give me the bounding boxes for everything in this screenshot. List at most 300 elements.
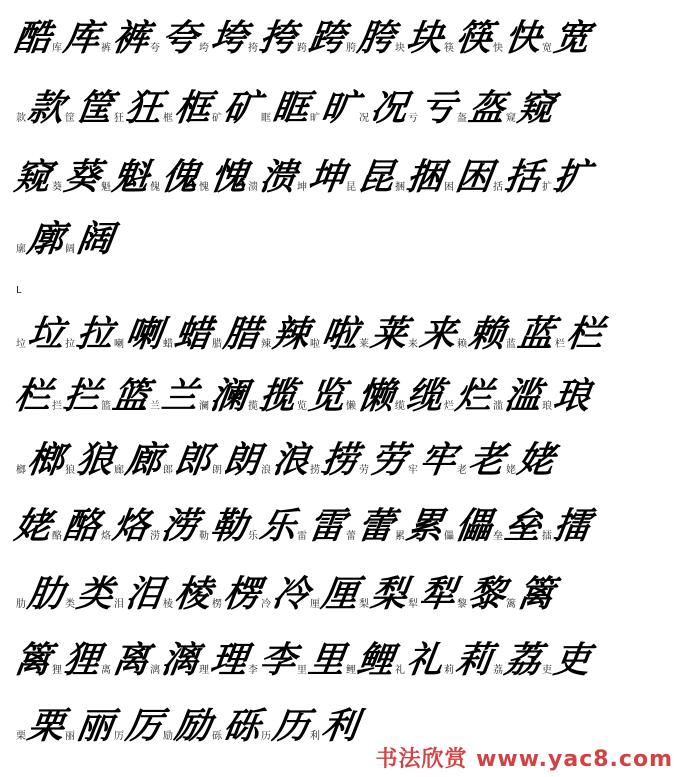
printed-character-label: 利 bbox=[310, 731, 320, 742]
calligraphy-glyph: 拦 bbox=[61, 375, 103, 417]
character-pair bbox=[395, 374, 444, 418]
calligraphy-glyph: 琅 bbox=[551, 375, 593, 417]
character-pair bbox=[506, 572, 555, 616]
character-pair bbox=[65, 86, 114, 130]
printed-character-label: 辣 bbox=[261, 339, 271, 350]
character-pair bbox=[555, 312, 604, 356]
character-pair bbox=[542, 155, 591, 199]
character-pair bbox=[101, 155, 150, 199]
printed-character-label: 魁 bbox=[101, 182, 111, 193]
character-pair bbox=[395, 155, 444, 199]
printed-character-label: 蕾 bbox=[346, 531, 356, 542]
printed-character-label: 荔 bbox=[493, 665, 503, 676]
calligraphy-glyph: 澜 bbox=[208, 375, 250, 417]
character-pair bbox=[297, 155, 346, 199]
character-pair bbox=[310, 704, 359, 748]
character-pair bbox=[114, 572, 163, 616]
character-pair bbox=[542, 638, 591, 682]
calligraphy-glyph: 愧 bbox=[208, 156, 250, 198]
character-pair bbox=[248, 16, 297, 60]
character-pair bbox=[395, 638, 444, 682]
printed-character-label: 棱 bbox=[163, 599, 173, 610]
printed-character-label: 款 bbox=[16, 113, 26, 124]
calligraphy-glyph: 烂 bbox=[453, 375, 495, 417]
character-pair bbox=[261, 572, 310, 616]
character-pair bbox=[493, 155, 542, 199]
printed-character-label: 酪 bbox=[52, 531, 62, 542]
character-pair bbox=[457, 86, 506, 130]
printed-character-label: 榔 bbox=[16, 465, 26, 476]
character-pair bbox=[16, 86, 65, 130]
printed-character-label: 鲤 bbox=[346, 665, 356, 676]
printed-character-label: 缆 bbox=[395, 401, 405, 412]
character-row bbox=[0, 205, 691, 261]
printed-character-label: 坤 bbox=[297, 182, 307, 193]
calligraphy-glyph: 捞 bbox=[319, 439, 361, 481]
character-pair bbox=[150, 504, 199, 548]
calligraphy-glyph: 括 bbox=[502, 156, 544, 198]
printed-character-label: 夸 bbox=[150, 43, 160, 54]
calligraphy-glyph: 蓝 bbox=[515, 313, 557, 355]
printed-character-label: 况 bbox=[359, 113, 369, 124]
character-pair bbox=[248, 374, 297, 418]
character-pair bbox=[65, 572, 114, 616]
printed-character-label: 厉 bbox=[114, 731, 124, 742]
character-pair bbox=[16, 704, 65, 748]
printed-character-label: 吏 bbox=[542, 665, 552, 676]
printed-character-label: 礼 bbox=[395, 665, 405, 676]
calligraphy-glyph: 盔 bbox=[466, 87, 508, 129]
character-pair bbox=[359, 572, 408, 616]
printed-character-label: 览 bbox=[297, 401, 307, 412]
character-pair bbox=[457, 312, 506, 356]
character-pair bbox=[52, 374, 101, 418]
character-pair bbox=[101, 638, 150, 682]
printed-character-label: 框 bbox=[163, 113, 173, 124]
character-pair bbox=[163, 86, 212, 130]
character-pair bbox=[408, 438, 457, 482]
printed-character-label: 类 bbox=[65, 599, 75, 610]
calligraphy-glyph: 扩 bbox=[551, 156, 593, 198]
calligraphy-glyph: 梨 bbox=[368, 573, 410, 615]
character-pair bbox=[248, 504, 297, 548]
calligraphy-glyph: 篱 bbox=[515, 573, 557, 615]
character-pair bbox=[542, 16, 591, 60]
calligraphy-glyph: 利 bbox=[319, 705, 361, 747]
calligraphy-glyph: 旷 bbox=[319, 87, 361, 129]
character-pair bbox=[457, 572, 506, 616]
printed-character-label: 廊 bbox=[114, 465, 124, 476]
calligraphy-glyph: 垮 bbox=[208, 17, 250, 59]
printed-character-label: 垮 bbox=[199, 43, 209, 54]
calligraphy-glyph: 丽 bbox=[74, 705, 116, 747]
printed-character-label: 梨 bbox=[359, 599, 369, 610]
character-pair bbox=[395, 504, 444, 548]
calligraphy-glyph: 酷 bbox=[12, 17, 54, 59]
character-pair bbox=[52, 16, 101, 60]
printed-character-label: 裤 bbox=[101, 43, 111, 54]
calligraphy-glyph: 快 bbox=[502, 17, 544, 59]
calligraphy-glyph: 莱 bbox=[368, 313, 410, 355]
character-pair bbox=[114, 312, 163, 356]
calligraphy-glyph: 朗 bbox=[221, 439, 263, 481]
printed-character-label: 郎 bbox=[163, 465, 173, 476]
character-pair bbox=[52, 155, 101, 199]
calligraphy-glyph: 亏 bbox=[417, 87, 459, 129]
calligraphy-glyph: 老 bbox=[466, 439, 508, 481]
calligraphy-glyph: 款 bbox=[25, 87, 67, 129]
calligraphy-glyph: 牢 bbox=[417, 439, 459, 481]
printed-character-label: 啦 bbox=[310, 339, 320, 350]
calligraphy-glyph: 垒 bbox=[502, 505, 544, 547]
calligraphy-glyph: 窥 bbox=[12, 156, 54, 198]
printed-character-label: 腊 bbox=[212, 339, 222, 350]
character-pair bbox=[261, 704, 310, 748]
printed-character-label: 捆 bbox=[395, 182, 405, 193]
printed-character-label: 廓 bbox=[16, 244, 26, 255]
character-row bbox=[0, 492, 691, 548]
calligraphy-glyph: 腊 bbox=[221, 313, 263, 355]
character-pair bbox=[359, 86, 408, 130]
printed-character-label: 烙 bbox=[101, 531, 111, 542]
character-row bbox=[0, 300, 691, 356]
character-pair bbox=[212, 438, 261, 482]
calligraphy-glyph: 理 bbox=[208, 639, 250, 681]
printed-character-label: 括 bbox=[493, 182, 503, 193]
character-pair bbox=[346, 155, 395, 199]
calligraphy-glyph: 擂 bbox=[551, 505, 593, 547]
character-pair bbox=[297, 16, 346, 60]
character-pair bbox=[346, 16, 395, 60]
calligraphy-glyph: 篮 bbox=[110, 375, 152, 417]
calligraphy-glyph: 浪 bbox=[270, 439, 312, 481]
character-pair bbox=[457, 438, 506, 482]
character-row bbox=[0, 74, 691, 130]
printed-character-label: 拉 bbox=[65, 339, 75, 350]
character-pair bbox=[212, 704, 261, 748]
printed-character-label: 累 bbox=[395, 531, 405, 542]
character-pair bbox=[65, 438, 114, 482]
calligraphy-glyph: 挎 bbox=[257, 17, 299, 59]
calligraphy-glyph: 魁 bbox=[110, 156, 152, 198]
printed-character-label: 阔 bbox=[65, 244, 75, 255]
character-pair bbox=[493, 374, 542, 418]
character-pair bbox=[101, 504, 150, 548]
character-pair bbox=[310, 86, 359, 130]
calligraphy-glyph: 眶 bbox=[270, 87, 312, 129]
printed-character-label: 窥 bbox=[506, 113, 516, 124]
printed-character-label: 狼 bbox=[65, 465, 75, 476]
printed-character-label: 烂 bbox=[444, 401, 454, 412]
character-pair bbox=[493, 504, 542, 548]
calligraphy-glyph: 傀 bbox=[159, 156, 201, 198]
character-row bbox=[0, 362, 691, 418]
printed-character-label: 捞 bbox=[310, 465, 320, 476]
calligraphy-glyph: 拉 bbox=[74, 313, 116, 355]
character-pair bbox=[310, 438, 359, 482]
calligraphy-glyph: 姥 bbox=[515, 439, 557, 481]
printed-character-label: 挎 bbox=[248, 43, 258, 54]
character-pair bbox=[359, 312, 408, 356]
calligraphy-glyph: 乐 bbox=[257, 505, 299, 547]
character-pair bbox=[297, 638, 346, 682]
character-pair bbox=[150, 16, 199, 60]
character-pair bbox=[212, 312, 261, 356]
character-pair bbox=[506, 438, 555, 482]
printed-character-label: 厘 bbox=[310, 599, 320, 610]
calligraphy-glyph: 栏 bbox=[12, 375, 54, 417]
character-pair bbox=[310, 572, 359, 616]
printed-character-label: 琅 bbox=[542, 401, 552, 412]
printed-character-label: 篱 bbox=[506, 599, 516, 610]
character-pair bbox=[199, 155, 248, 199]
calligraphy-glyph: 栏 bbox=[564, 313, 606, 355]
character-row bbox=[0, 143, 691, 199]
calligraphy-glyph: 裤 bbox=[110, 17, 152, 59]
calligraphy-glyph: 胯 bbox=[355, 17, 397, 59]
calligraphy-glyph: 历 bbox=[270, 705, 312, 747]
character-pair bbox=[65, 312, 114, 356]
character-pair bbox=[248, 638, 297, 682]
calligraphy-glyph: 冷 bbox=[270, 573, 312, 615]
character-pair bbox=[199, 504, 248, 548]
calligraphy-glyph: 礼 bbox=[404, 639, 446, 681]
printed-character-label: 离 bbox=[101, 665, 111, 676]
calligraphy-glyph: 狼 bbox=[74, 439, 116, 481]
character-pair bbox=[395, 16, 444, 60]
character-row bbox=[0, 560, 691, 616]
printed-character-label: 乐 bbox=[248, 531, 258, 542]
printed-character-label: 篮 bbox=[101, 401, 111, 412]
printed-character-label: 栏 bbox=[555, 339, 565, 350]
calligraphy-glyph: 酪 bbox=[61, 505, 103, 547]
printed-character-label: 愧 bbox=[199, 182, 209, 193]
calligraphy-glyph: 儡 bbox=[453, 505, 495, 547]
calligraphy-glyph: 勒 bbox=[208, 505, 250, 547]
printed-character-label: 拦 bbox=[52, 401, 62, 412]
printed-character-label: 亏 bbox=[408, 113, 418, 124]
printed-character-label: 快 bbox=[493, 43, 503, 54]
calligraphy-glyph: 离 bbox=[110, 639, 152, 681]
printed-character-label: 扩 bbox=[542, 182, 552, 193]
character-pair bbox=[408, 572, 457, 616]
character-pair bbox=[359, 438, 408, 482]
printed-character-label: 喇 bbox=[114, 339, 124, 350]
character-pair bbox=[52, 638, 101, 682]
printed-character-label: 楞 bbox=[212, 599, 222, 610]
printed-character-label: 浪 bbox=[261, 465, 271, 476]
printed-character-label: 宽 bbox=[542, 43, 552, 54]
calligraphy-glyph: 宽 bbox=[551, 17, 593, 59]
calligraphy-glyph: 劳 bbox=[368, 439, 410, 481]
printed-character-label: 勒 bbox=[199, 531, 209, 542]
character-pair bbox=[16, 438, 65, 482]
printed-character-label: 库 bbox=[52, 43, 62, 54]
calligraphy-glyph: 溃 bbox=[257, 156, 299, 198]
printed-character-label: 莉 bbox=[444, 665, 454, 676]
printed-character-label: 赖 bbox=[457, 339, 467, 350]
calligraphy-glyph: 捆 bbox=[404, 156, 446, 198]
printed-character-label: 块 bbox=[395, 43, 405, 54]
calligraphy-glyph: 缆 bbox=[404, 375, 446, 417]
printed-character-label: 傀 bbox=[150, 182, 160, 193]
printed-character-label: 牢 bbox=[408, 465, 418, 476]
character-pair bbox=[199, 374, 248, 418]
character-pair bbox=[346, 374, 395, 418]
character-pair bbox=[52, 504, 101, 548]
calligraphy-glyph: 榔 bbox=[25, 439, 67, 481]
printed-character-label: 困 bbox=[444, 182, 454, 193]
calligraphy-glyph: 赖 bbox=[466, 313, 508, 355]
calligraphy-glyph: 里 bbox=[306, 639, 348, 681]
calligraphy-glyph: 夸 bbox=[159, 17, 201, 59]
character-pair bbox=[16, 217, 65, 261]
character-pair bbox=[16, 312, 65, 356]
calligraphy-glyph: 励 bbox=[172, 705, 214, 747]
calligraphy-glyph: 困 bbox=[453, 156, 495, 198]
calligraphy-glyph: 荔 bbox=[502, 639, 544, 681]
character-pair bbox=[506, 86, 555, 130]
calligraphy-glyph: 砾 bbox=[221, 705, 263, 747]
calligraphy-glyph: 窥 bbox=[515, 87, 557, 129]
printed-character-label: 兰 bbox=[150, 401, 160, 412]
calligraphy-glyph: 啦 bbox=[319, 313, 361, 355]
calligraphy-glyph: 框 bbox=[172, 87, 214, 129]
printed-character-label: 犁 bbox=[408, 599, 418, 610]
character-row bbox=[0, 692, 691, 748]
printed-character-label: 溃 bbox=[248, 182, 258, 193]
character-pair bbox=[444, 155, 493, 199]
character-pair bbox=[444, 504, 493, 548]
character-pair bbox=[248, 155, 297, 199]
character-pair bbox=[163, 438, 212, 482]
printed-character-label: 老 bbox=[457, 465, 467, 476]
calligraphy-glyph: 犁 bbox=[417, 573, 459, 615]
character-pair bbox=[150, 155, 199, 199]
printed-character-label: 理 bbox=[199, 665, 209, 676]
calligraphy-glyph: 垃 bbox=[25, 313, 67, 355]
printed-character-label: 擂 bbox=[542, 531, 552, 542]
printed-character-label: 里 bbox=[297, 665, 307, 676]
character-pair bbox=[408, 86, 457, 130]
calligraphy-glyph: 来 bbox=[417, 313, 459, 355]
character-pair bbox=[346, 504, 395, 548]
printed-character-label: 狸 bbox=[52, 665, 62, 676]
printed-character-label: 矿 bbox=[212, 113, 222, 124]
printed-character-label: 肋 bbox=[16, 599, 26, 610]
calligraphy-glyph: 狂 bbox=[123, 87, 165, 129]
calligraphy-glyph: 黎 bbox=[466, 573, 508, 615]
printed-character-label: 垒 bbox=[493, 531, 503, 542]
character-pair bbox=[506, 312, 555, 356]
character-pair bbox=[444, 638, 493, 682]
printed-character-label: 眶 bbox=[261, 113, 271, 124]
printed-character-label: 跨 bbox=[297, 43, 307, 54]
character-pair bbox=[261, 312, 310, 356]
calligraphy-glyph: 吏 bbox=[551, 639, 593, 681]
calligraphy-glyph: 厉 bbox=[123, 705, 165, 747]
printed-character-label: 揽 bbox=[248, 401, 258, 412]
calligraphy-glyph: 漓 bbox=[159, 639, 201, 681]
printed-character-label: 滥 bbox=[493, 401, 503, 412]
calligraphy-glyph: 蜡 bbox=[172, 313, 214, 355]
printed-character-label: 葵 bbox=[52, 182, 62, 193]
printed-character-label: 筷 bbox=[444, 43, 454, 54]
character-pair bbox=[542, 374, 591, 418]
calligraphy-glyph: 姥 bbox=[12, 505, 54, 547]
calligraphy-glyph: 栗 bbox=[25, 705, 67, 747]
calligraphy-glyph: 泪 bbox=[123, 573, 165, 615]
calligraphy-glyph: 篱 bbox=[12, 639, 54, 681]
character-pair bbox=[65, 704, 114, 748]
calligraphy-glyph: 蕾 bbox=[355, 505, 397, 547]
printed-character-label: 筐 bbox=[65, 113, 75, 124]
character-pair bbox=[297, 504, 346, 548]
calligraphy-glyph: 阔 bbox=[74, 218, 116, 260]
character-pair bbox=[212, 572, 261, 616]
character-pair bbox=[542, 504, 591, 548]
calligraphy-glyph: 棱 bbox=[172, 573, 214, 615]
calligraphy-glyph: 烙 bbox=[110, 505, 152, 547]
printed-character-label: 丽 bbox=[65, 731, 75, 742]
calligraphy-glyph: 块 bbox=[404, 17, 446, 59]
calligraphy-glyph: 鲤 bbox=[355, 639, 397, 681]
calligraphy-glyph: 楞 bbox=[221, 573, 263, 615]
printed-character-label: 垃 bbox=[16, 339, 26, 350]
character-pair bbox=[493, 16, 542, 60]
printed-character-label: 朗 bbox=[212, 465, 222, 476]
character-row bbox=[0, 626, 691, 682]
printed-character-label: 李 bbox=[248, 665, 258, 676]
character-pair bbox=[493, 638, 542, 682]
character-pair bbox=[261, 86, 310, 130]
printed-character-label: 栗 bbox=[16, 731, 26, 742]
printed-character-label: 历 bbox=[261, 731, 271, 742]
calligraphy-glyph: 肋 bbox=[25, 573, 67, 615]
calligraphy-glyph: 葵 bbox=[61, 156, 103, 198]
printed-character-label: 泪 bbox=[114, 599, 124, 610]
character-pair bbox=[101, 374, 150, 418]
printed-character-label: 懒 bbox=[346, 401, 356, 412]
printed-character-label: 涝 bbox=[150, 531, 160, 542]
printed-character-label: 蜡 bbox=[163, 339, 173, 350]
printed-character-label: 儡 bbox=[444, 531, 454, 542]
calligraphy-glyph: 跨 bbox=[306, 17, 348, 59]
character-pair bbox=[212, 86, 261, 130]
calligraphy-glyph: 累 bbox=[404, 505, 446, 547]
calligraphy-glyph: 廊 bbox=[123, 439, 165, 481]
character-pair bbox=[150, 638, 199, 682]
calligraphy-glyph: 类 bbox=[74, 573, 116, 615]
character-pair bbox=[114, 438, 163, 482]
calligraphy-glyph: 懒 bbox=[355, 375, 397, 417]
character-pair bbox=[150, 374, 199, 418]
printed-character-label: 漓 bbox=[150, 665, 160, 676]
character-pair bbox=[199, 638, 248, 682]
calligraphy-glyph: 览 bbox=[306, 375, 348, 417]
character-pair bbox=[408, 312, 457, 356]
calligraphy-glyph: 坤 bbox=[306, 156, 348, 198]
printed-character-label: 冷 bbox=[261, 599, 271, 610]
character-pair bbox=[199, 16, 248, 60]
calligraphy-glyph: 莉 bbox=[453, 639, 495, 681]
character-row bbox=[0, 4, 691, 60]
character-pair bbox=[297, 374, 346, 418]
calligraphy-glyph: 辣 bbox=[270, 313, 312, 355]
calligraphy-glyph: 滥 bbox=[502, 375, 544, 417]
character-pair bbox=[101, 16, 150, 60]
character-pair bbox=[163, 704, 212, 748]
